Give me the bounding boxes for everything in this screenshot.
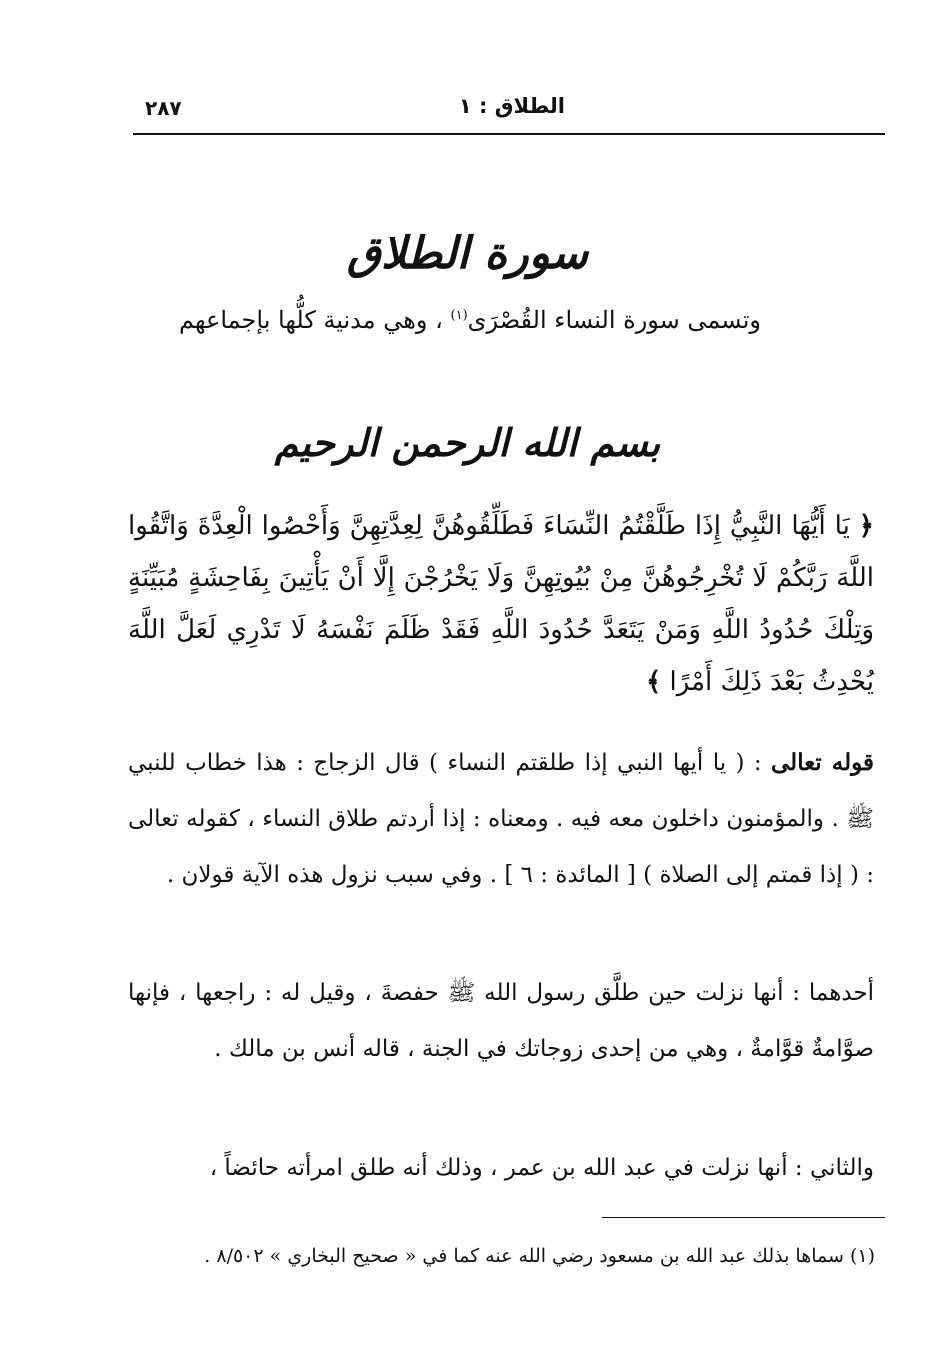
running-title: الطلاق : ١ bbox=[458, 94, 565, 118]
footnote-ref: (١) bbox=[450, 308, 468, 323]
footnote-divider bbox=[602, 1217, 885, 1218]
quran-verse bbox=[128, 500, 874, 708]
paragraph-text: أحدهما : أنها نزلت حين طلَّق رسول الله ﷺ حفصةَ ، وقيل له : راجعها ، فإنها صوَّامةٌ قوَّامةٌ ، وهي من إحدى زوجاتك في الجنة ، قاله أنس بن مالك . bbox=[128, 980, 874, 1062]
footnote: (١) سماها بذلك عبد الله بن مسعود رضي الله عنه كما في « صحيح البخاري » ٨/٥٠٢ . bbox=[204, 1245, 875, 1267]
paragraph-text: والثاني : أنها نزلت في عبد الله بن عمر ، وذلك أنه طلق امرأته حائضاً ، bbox=[209, 1155, 874, 1181]
header-divider bbox=[133, 133, 885, 135]
verse-open-bracket: ﴿ bbox=[858, 511, 874, 541]
commentary-paragraph bbox=[128, 965, 874, 1077]
surah-subtitle bbox=[150, 306, 790, 334]
surah-title: سورة الطلاق bbox=[346, 228, 589, 279]
verse-close-bracket: ﴾ bbox=[646, 667, 662, 697]
page-header bbox=[133, 86, 885, 134]
basmala: بسم الله الرحمن الرحيم bbox=[274, 420, 661, 465]
subtitle-text-after: ، وهي مدنية كلُّها بإجماعهم bbox=[179, 306, 443, 334]
paragraph-lead: قوله تعالى bbox=[771, 749, 875, 776]
commentary-paragraph bbox=[128, 1140, 874, 1196]
commentary-paragraph bbox=[128, 735, 874, 903]
paragraph-text: : ( يا أيها النبي إذا طلقتم النساء ) قال الزجاج : هذا خطاب للنبي ﷺ . والمؤمنون داخلون معه فيه . ومعناه : إذا أردتم طلاق النساء ، كقوله تعالى : ( إذا قمتم إلى الصلاة ) [ المائدة : ٦ ] . وفي سبب نزول هذه الآية قولان . bbox=[128, 750, 874, 888]
page-number: ٢٨٧ bbox=[145, 96, 182, 120]
verse-text: يَا أَيُّهَا النَّبِيُّ إِذَا طَلَّقْتُمُ النِّسَاءَ فَطَلِّقُوهُنَّ لِعِدَّتِهِنَّ وَأَحْصُوا الْعِدَّةَ وَاتَّقُوا اللَّهَ رَبَّكُمْ لَا تُخْرِجُوهُنَّ مِنْ بُيُوتِهِنَّ وَلَا يَخْرُجْنَ إِلَّا أَنْ يَأْتِينَ بِفَاحِشَةٍ مُبَيِّنَةٍ وَتِلْكَ حُدُودُ اللَّهِ وَمَنْ يَتَعَدَّ حُدُودَ اللَّهِ فَقَدْ ظَلَمَ نَفْسَهُ لَا تَدْرِي لَعَلَّ اللَّهَ يُحْدِثُ بَعْدَ ذَلِكَ أَمْرًا bbox=[128, 511, 874, 697]
subtitle-text-before: وتسمى سورة النساء القُصْرَى bbox=[467, 306, 761, 334]
